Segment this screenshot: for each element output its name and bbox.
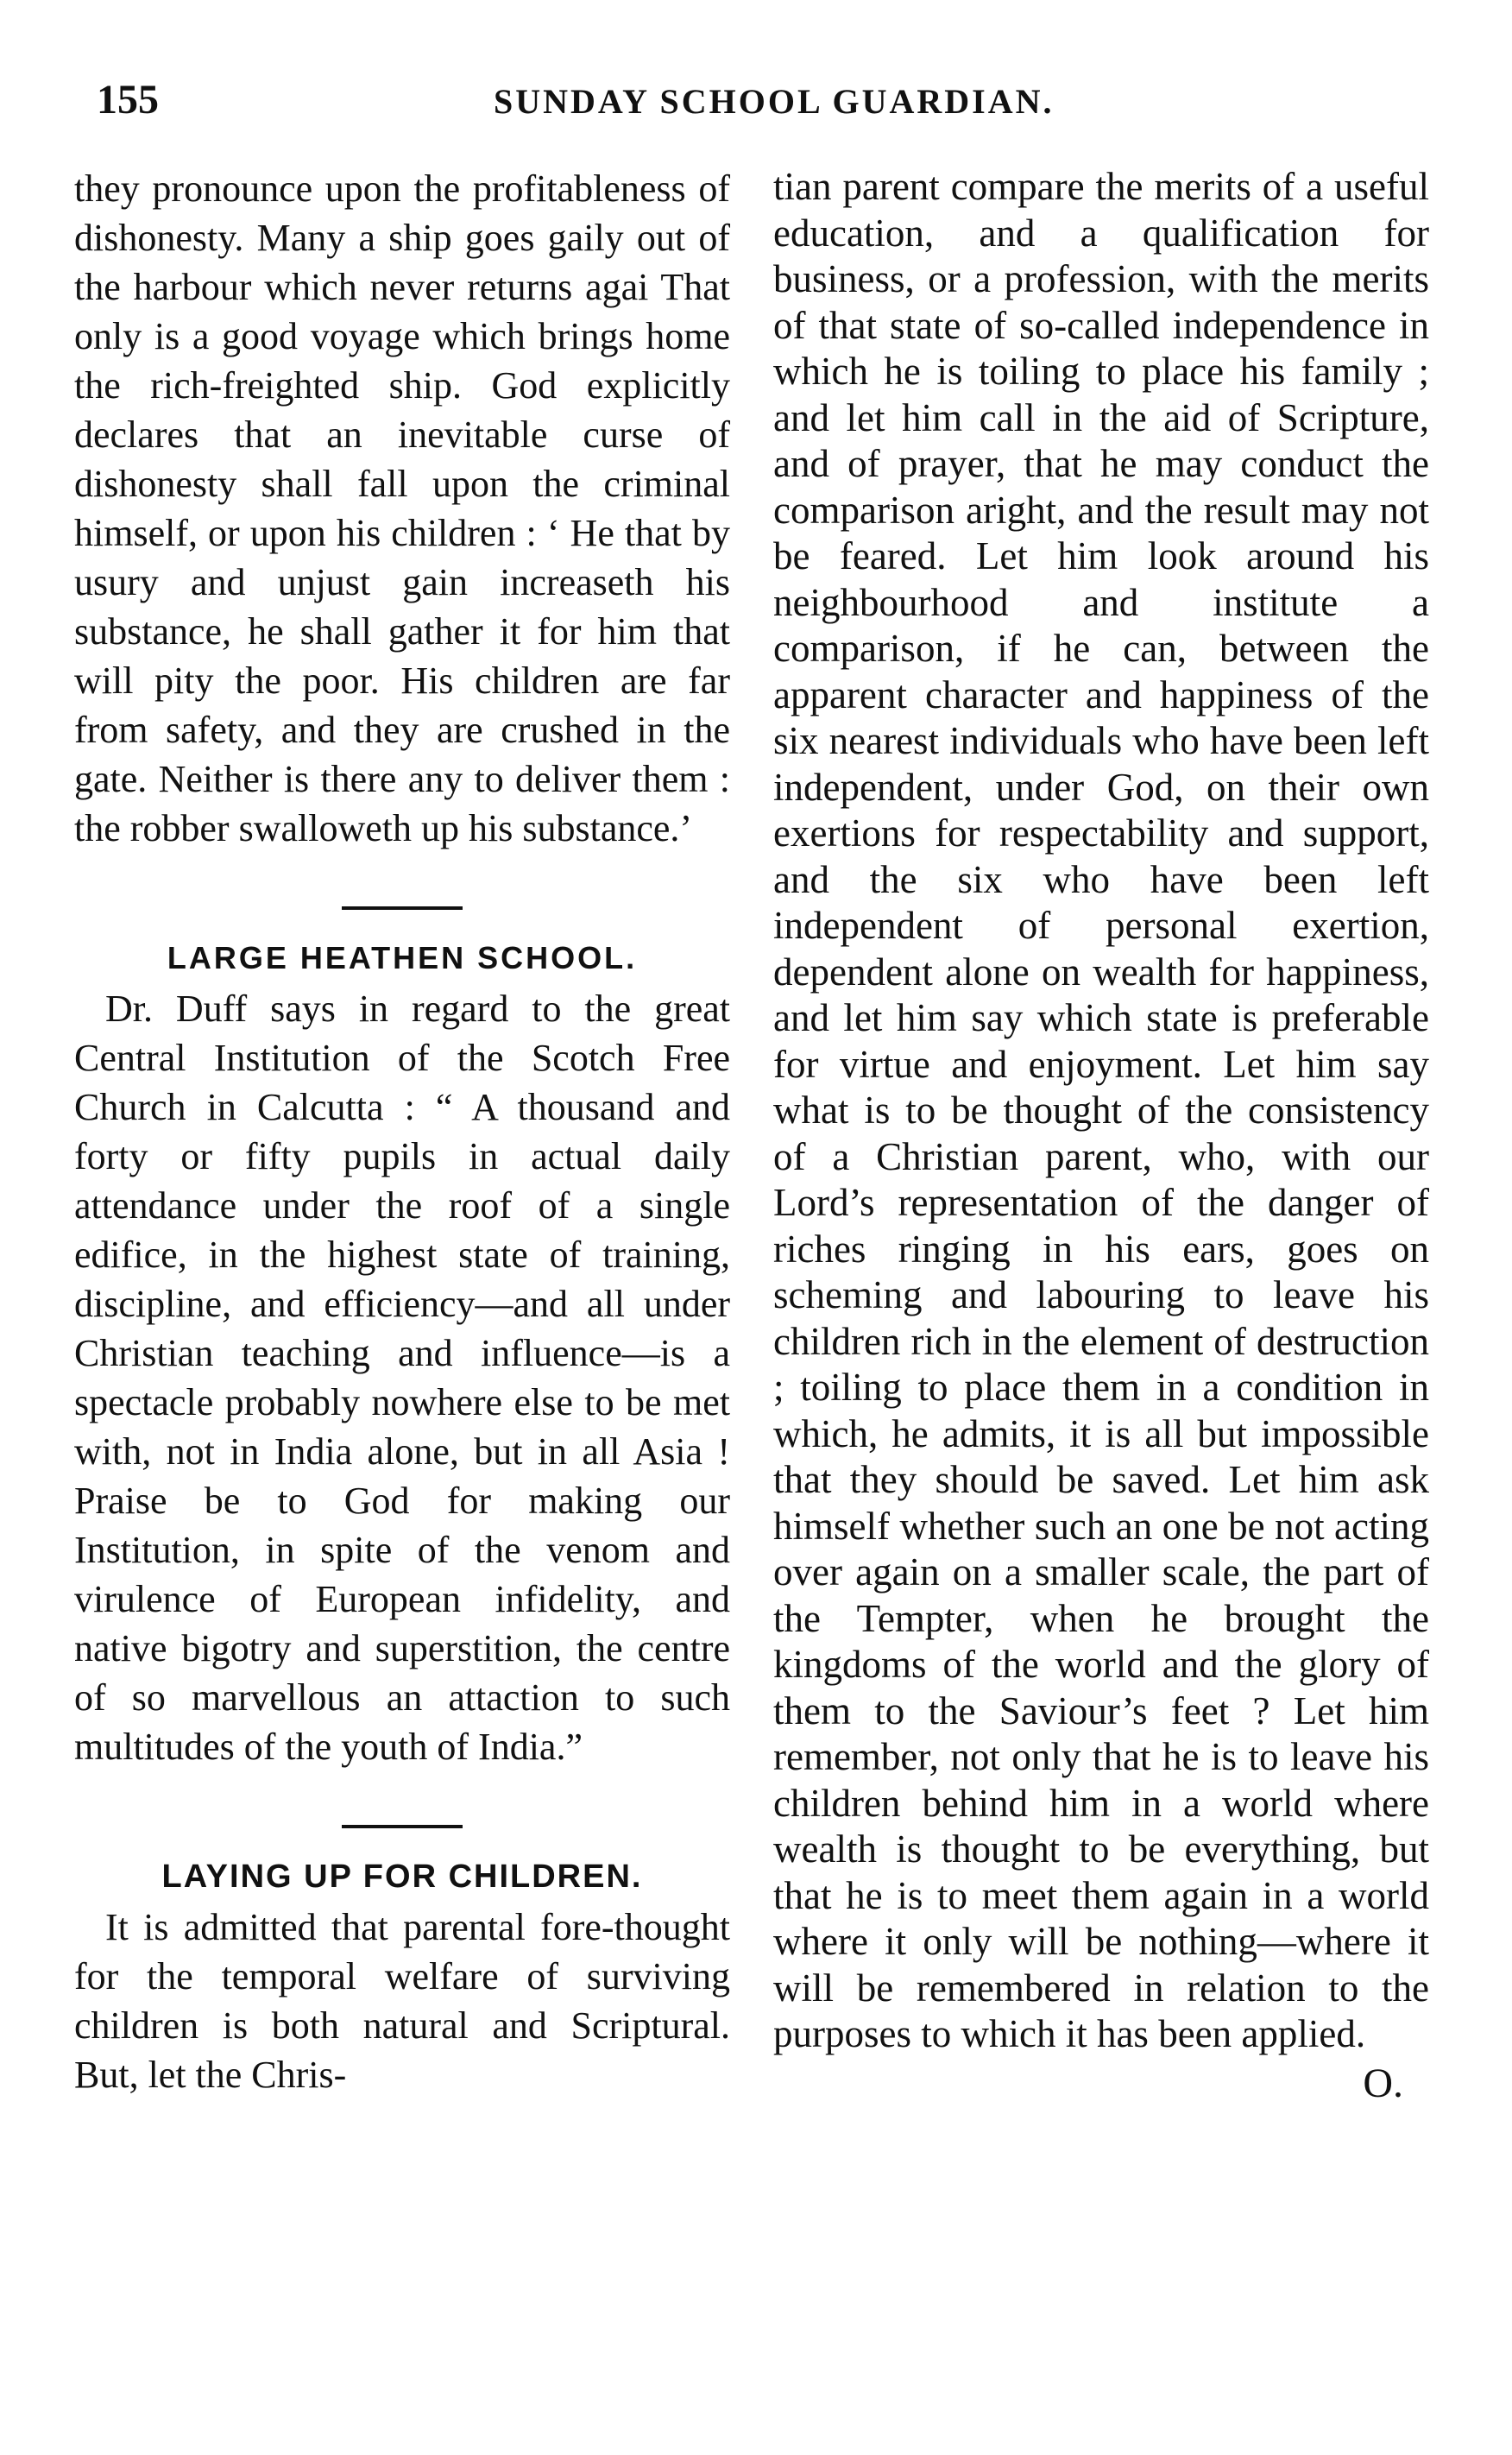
author-signature: O. — [1363, 2060, 1403, 2106]
right-column — [773, 164, 1429, 2110]
section-divider — [342, 906, 463, 910]
journal-title: SUNDAY SCHOOL GUARDIAN. — [494, 82, 1055, 121]
left-column — [74, 164, 730, 2099]
page-number: 155 — [97, 77, 159, 123]
section-divider — [342, 1825, 463, 1828]
section-heading-laying-up-for-children: LAYING UP FOR CHILDREN. — [161, 1859, 643, 1895]
continued-paragraph: tian parent compare the merits of a useful education, and a qualification for business, or a profession, with the merits of that state of so-called independence in which he is toiling to place his family ; and let him call in the aid of Scripture, and of prayer, that he may conduct the comparison aright, and the result may not be feared. Let him look around his neighbourhood and institute a comparison, if he can, between the apparent character and happiness of the six nearest individuals who have been left independent, under God, on their own exertions for respectability and support, and the six who have been left independent of personal exertion, dependent alone on wealth for happiness, and let him say which state is preferable for virtue and enjoyment. Let him say what is to be thought of the consistency of a Christian parent, who, with our Lord’s representation of the danger of riches ringing in his ears, goes on scheming and labouring to leave his children rich in the element of destruction ; toiling to place them in a condition in which, he admits, it is all but impossible that they should be saved. Let him ask himself whether such an one be not acting over again on a smaller scale, the part of the Tempter, when he brought the kingdoms of the world and the glory of them to the Saviour’s feet ? Let him remember, not only that he is to leave his children behind him in a world where wealth is thought to be everything, but that he is to meet them again in a world where it only will be nothing—where it will be remembered in relation to the purposes to which it has been applied. — [773, 165, 1429, 2055]
continuation-paragraph: they pronounce upon the profitableness of dishonesty. Many a ship goes gaily out of the harbour which never returns agai That only is a good voyage which brings home the rich-freighted ship. God explicitly declares that an inevitable curse of dishonesty shall fall upon the criminal himself, or upon his children : ‘ He that by usury and unjust gain increaseth his substance, he shall gather it for him that will pity the poor. His children are far from safety, and they are crushed in the gate. Neither is there any to deliver them : the robber swalloweth up his substance.’ — [74, 167, 730, 849]
section-paragraph-laying-up-for-children: It is admitted that parental fore-thought for the temporal welfare of surviving children is both natural and Scriptural. But, let the Chris- — [74, 1906, 730, 2096]
section-heading-large-heathen-school: LARGE HEATHEN SCHOOL. — [167, 940, 638, 975]
running-head — [97, 76, 1426, 128]
section-paragraph-large-heathen-school: Dr. Duff says in regard to the great Central Institution of the Scotch Free Church in Calcutta : “ A thousand and forty or fifty pupils in actual daily attendance under the roof of a single edifice, in the highest state of training, discipline, and efficiency—and all under Christian teaching and influence—is a spectacle probably nowhere else to be met with, not in India alone, but in all Asia ! Praise be to God for making our Institution, in spite of the venom and virulence of European infidelity, and native bigotry and superstition, the centre of so marvellous an attaction to such multitudes of the youth of India.” — [74, 988, 730, 1768]
